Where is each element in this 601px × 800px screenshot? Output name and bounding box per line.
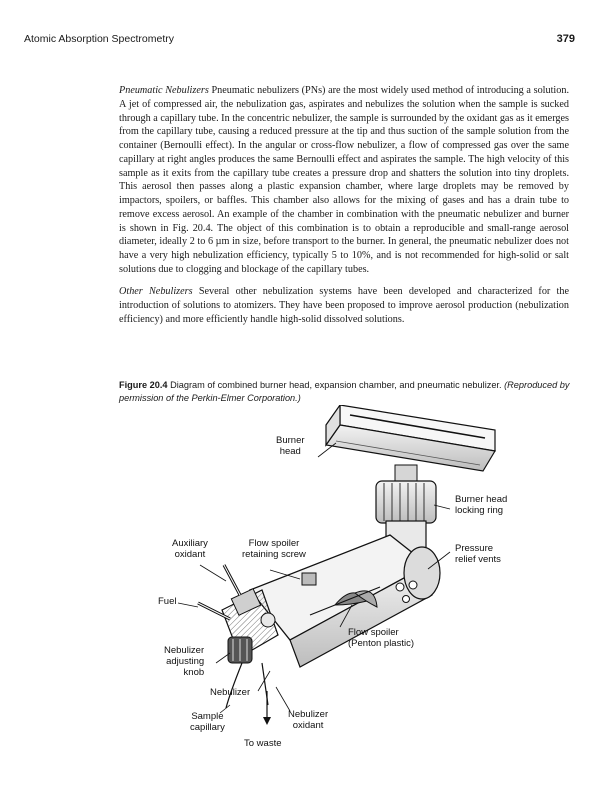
label-pressure-relief-vents: Pressure relief vents xyxy=(455,543,501,565)
locking-ring-shape xyxy=(376,481,436,523)
caption-text: Diagram of combined burner head, expansion chamber, and pneumatic nebulizer. xyxy=(170,380,502,390)
adjusting-knob-shape xyxy=(228,637,252,663)
label-burner-head: Burner head xyxy=(276,435,305,457)
page-number: 379 xyxy=(556,33,575,45)
label-flow-spoiler-penton: Flow spoiler (Penton plastic) xyxy=(348,627,415,649)
paragraph-other-nebulizers xyxy=(119,285,569,326)
label-nebulizer-adjusting-knob: Nebulizer adjusting knob xyxy=(164,645,205,678)
figure-caption xyxy=(119,379,571,405)
sample-capillary-shape xyxy=(226,663,242,708)
running-title: Atomic Absorption Spectrometry xyxy=(24,33,174,45)
aux-oxidant-inlet-shape xyxy=(224,565,240,595)
paragraph-text: Pneumatic nebulizers (PNs) are the most widely used method of introducing a solution. A jet of compressed air, the nebulization gas, aspirates and nebulizes the solution when the sample is sucked through a capillary tube. In the concentric nebulizer, the sample is surrounded by the oxidant gas as it emerges from the capillary tube, causing a reduced pressure at the tip and thus suction of the sample solution from the container (Bernoulli effect). In the angular or cross-flow nebulizer, a flow of compressed gas over the same capillary at right angles produces the same Bernoulli effect and aspirates the sample. The high velocity of this sample as it exits from the capillary tube creates a pressure drop and shatters the solution into tiny droplets. This aerosol then passes along a plastic expansion chamber, where large droplets may be removed by impactors, spoilers, or baffles. This chamber also allows for the mixing of gases and has a drain tube to remove excess aerosol. An example of the chamber in combination with the pneumatic nebulizer and burner is shown in Fig. 20.4. The object of this combination is to obtain a reproducible and small-range aerosol diameter, ideally 2 to 6 µm in size, before transport to the burner. In general, the pneumatic nebulizer does not have a very high nebulization efficiency, typically 5 to 10%, and is not recommended for high-solid or salt solutions due to clogging and blockage of the capillary tubes. xyxy=(119,85,569,275)
label-to-waste: To waste xyxy=(244,738,282,749)
nebulizer-diagram xyxy=(150,405,530,765)
paragraph-pneumatic-nebulizers xyxy=(119,84,569,277)
burner-neck-shape xyxy=(395,465,417,483)
label-nebulizer-oxidant: Nebulizer oxidant xyxy=(288,709,329,731)
label-flow-spoiler-retaining-screw: Flow spoiler retaining screw xyxy=(242,538,306,560)
burner-head-shape xyxy=(326,405,495,471)
running-header xyxy=(24,33,575,49)
paragraph-text: Several other nebulization systems have been developed and characterized for the introduction of solutions to atomizers. They have been proposed to improve aerosol production (nebulization efficiency) and more efficiently handle high-solid dissolved solutions. xyxy=(119,286,569,325)
drain-tube-shape xyxy=(263,691,271,725)
runin-heading: Pneumatic Nebulizers xyxy=(119,85,209,96)
label-sample-capillary: Sample capillary xyxy=(190,711,225,733)
label-nebulizer: Nebulizer xyxy=(210,687,251,698)
caption-credit: (Reproduced by permission of the Perkin-Elmer Corporation.) xyxy=(119,380,570,403)
label-fuel: Fuel xyxy=(158,596,177,607)
label-auxiliary-oxidant: Auxiliary oxidant xyxy=(172,538,208,560)
runin-heading: Other Nebulizers xyxy=(119,286,193,297)
figure-number: Figure 20.4 xyxy=(119,380,168,390)
label-burner-head-locking-ring: Burner head locking ring xyxy=(455,494,508,516)
